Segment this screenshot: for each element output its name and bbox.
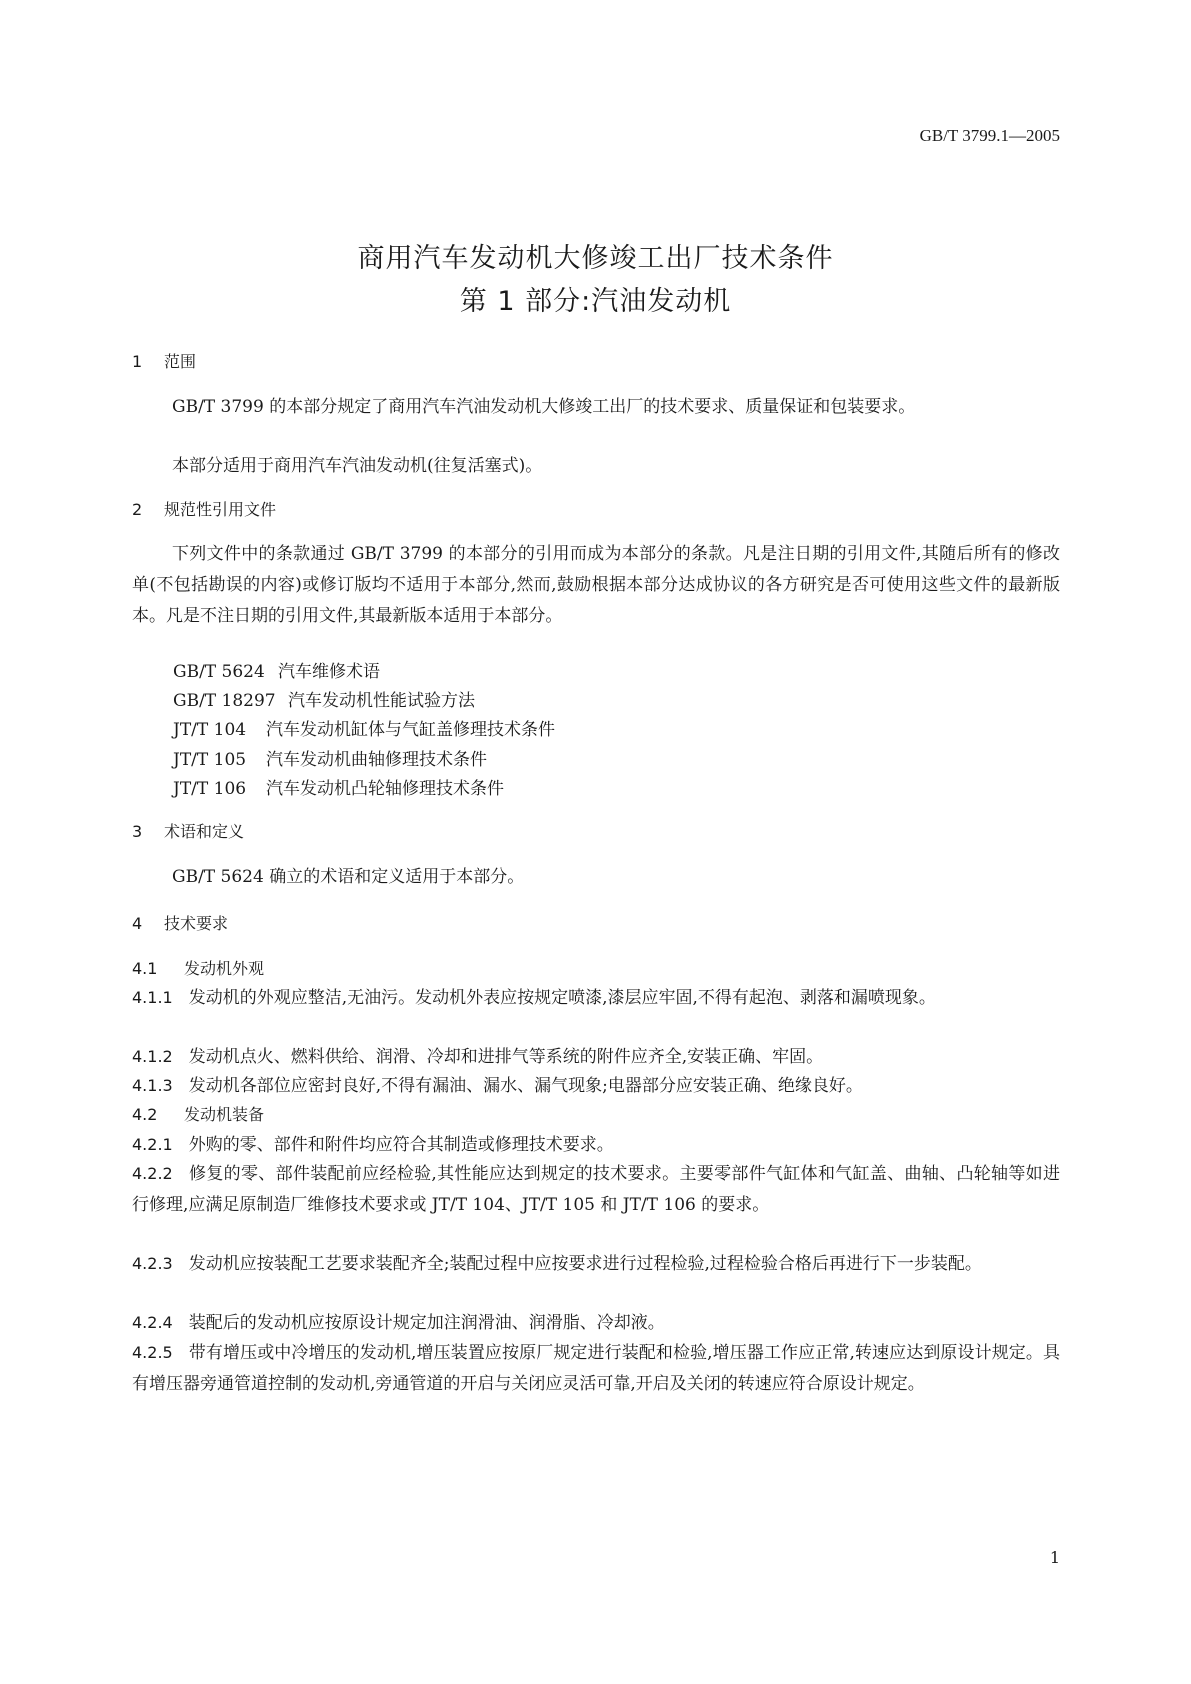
reference-item: JT/T 105 汽车发动机曲轴修理技术条件 [173,750,487,770]
clause-4-1-2: 4.1.2 发动机点火、燃料供给、润滑、冷却和进排气等系统的附件应齐全,安装正确、牢固。 [132,1047,824,1067]
reference-item: JT/T 104 汽车发动机缸体与气缸盖修理技术条件 [173,720,555,740]
subsection-heading-4-2: 4.2 发动机装备 [132,1105,265,1124]
document-subtitle: 第 1 部分:汽油发动机 [459,286,732,317]
section-2-paragraph: 下列文件中的条款通过 GB/T 3799 的本部分的引用而成为本部分的条款。凡是注日期的引用文件,其随后所有的修改单(不包括勘误的内容)或修订版均不适用于本部分,然而,鼓励根据本部分达成协议的各方研究是否可使用这些文件的最新版本。凡是不注日期的引用文件,其最新版本适用于本部分。 [132,544,1060,626]
section-3-paragraph: GB/T 5624 确立的术语和定义适用于本部分。 [172,867,525,887]
clause-4-2-5: 4.2.5 带有增压或中冷增压的发动机,增压装置应按原厂规定进行装配和检验,增压器工作应正常,转速应达到原设计规定。具有增压器旁通管道控制的发动机,旁通管道的开启与关闭应灵活可靠,开启及关闭的转速应符合原设计规定。 [132,1343,1060,1394]
document-title: 商用汽车发动机大修竣工出厂技术条件 [357,243,834,274]
reference-item: GB/T 5624 汽车维修术语 [173,662,380,682]
section-heading-3: 3 术语和定义 [132,822,245,841]
clause-4-1-1: 4.1.1 发动机的外观应整洁,无油污。发动机外表应按规定喷漆,漆层应牢固,不得有起泡、剥落和漏喷现象。 [132,988,936,1008]
clause-4-2-4: 4.2.4 装配后的发动机应按原设计规定加注润滑油、润滑脂、冷却液。 [132,1313,665,1333]
subsection-heading-4-1: 4.1 发动机外观 [132,959,265,978]
section-1-paragraph-2: 本部分适用于商用汽车汽油发动机(往复活塞式)。 [172,456,543,476]
clause-4-2-1: 4.2.1 外购的零、部件和附件均应符合其制造或修理技术要求。 [132,1135,614,1155]
reference-item: JT/T 106 汽车发动机凸轮轴修理技术条件 [173,779,504,799]
clause-4-2-2: 4.2.2 修复的零、部件装配前应经检验,其性能应达到规定的技术要求。主要零部件气缸体和气缸盖、曲轴、凸轮轴等如进行修理,应满足原制造厂维修技术要求或 JT/T 104、JT/T 105 和 JT/T 106 的要求。 [132,1164,1060,1215]
section-1-paragraph-1: GB/T 3799 的本部分规定了商用汽车汽油发动机大修竣工出厂的技术要求、质量保证和包装要求。 [172,397,916,417]
clause-4-2-3: 4.2.3 发动机应按装配工艺要求装配齐全;装配过程中应按要求进行过程检验,过程检验合格后再进行下一步装配。 [132,1254,982,1274]
section-heading-4: 4 技术要求 [132,914,229,933]
section-heading-1: 1 范围 [132,352,197,371]
standard-code: GB/T 3799.1—2005 [919,126,1060,145]
clause-4-1-3: 4.1.3 发动机各部位应密封良好,不得有漏油、漏水、漏气现象;电器部分应安装正确、绝缘良好。 [132,1076,863,1096]
page-number: 1 [1049,1548,1060,1567]
section-heading-2: 2 规范性引用文件 [132,500,277,519]
reference-item: GB/T 18297 汽车发动机性能试验方法 [173,691,475,711]
